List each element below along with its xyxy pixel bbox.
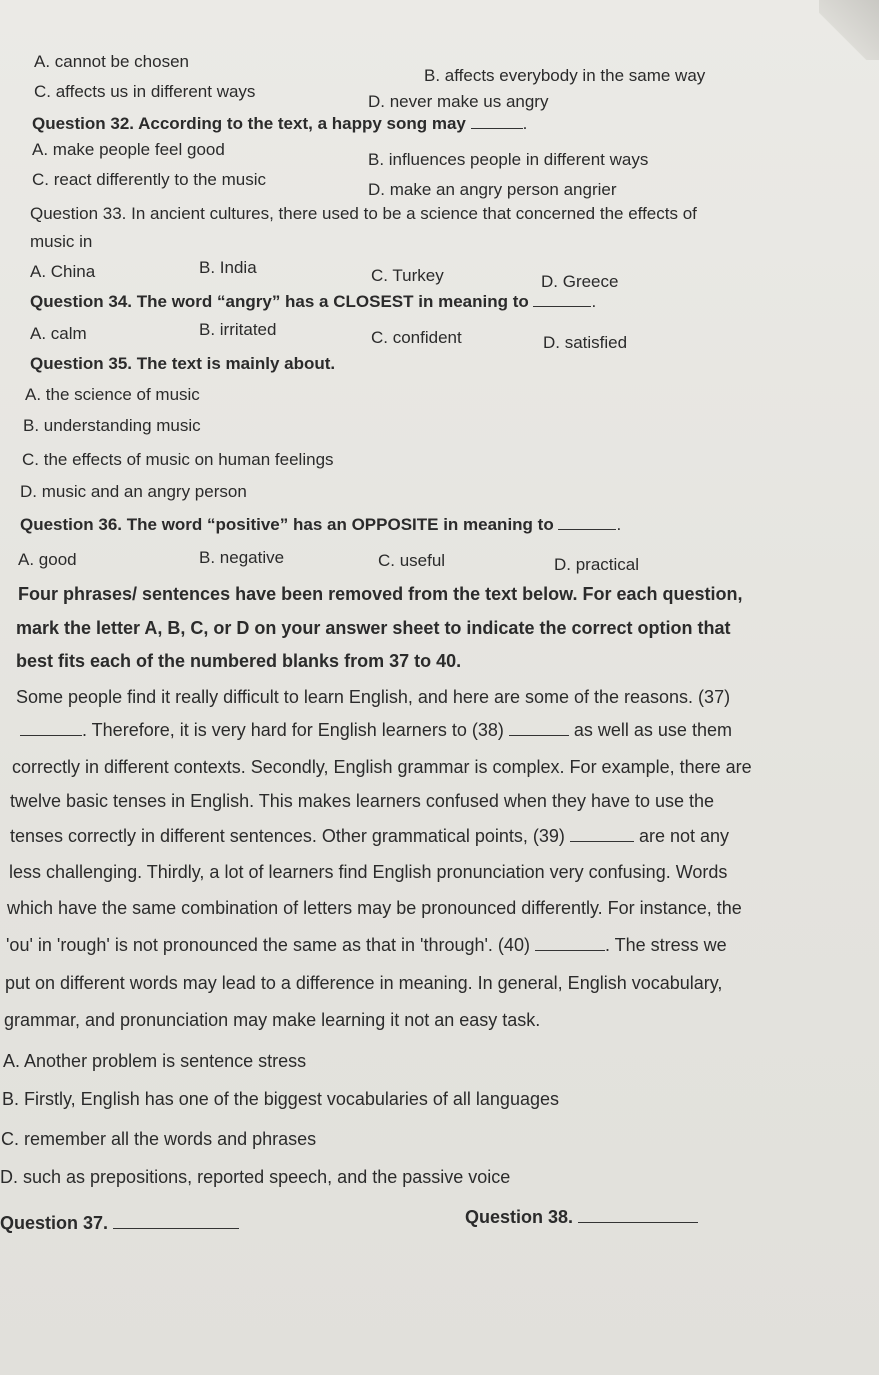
passage-line-1: Some people find it really difficult to learn English, and here are some of the reasons. (37): [16, 687, 731, 707]
passage-line-2: [20, 719, 732, 741]
q31-option-a: A. cannot be chosen: [34, 52, 190, 71]
q36-option-b: B. negative: [199, 548, 285, 567]
blank-39: [570, 829, 634, 842]
q36-blank: [558, 517, 616, 530]
answer-q38-blank: [578, 1210, 698, 1223]
passage-line-9: put on different words may lead to a difference in meaning. In general, English vocabulary,: [5, 973, 723, 993]
q34-stem: [30, 292, 596, 312]
passage-line-8b: . The stress we: [604, 935, 727, 955]
q32-option-b: B. influences people in different ways: [368, 150, 649, 169]
q35-option-c: C. the effects of music on human feelings: [22, 450, 334, 469]
q36-option-d: D. practical: [554, 555, 640, 574]
q34-blank: [533, 294, 591, 307]
q32-option-c: C. react differently to the music: [32, 170, 267, 189]
q36-option-a: A. good: [18, 550, 77, 569]
q31-option-b: B. affects everybody in the same way: [424, 66, 706, 85]
q32-option-a: A. make people feel good: [32, 140, 225, 159]
instructions-line1: Four phrases/ sentences have been removed from the text below. For each question,: [18, 584, 743, 604]
removed-option-a: A. Another problem is sentence stress: [3, 1051, 307, 1071]
passage-line-7: which have the same combination of letters may be pronounced differently. For instance, the: [7, 898, 742, 918]
q34-option-b: B. irritated: [199, 320, 277, 339]
q36-stem-text: Question 36. The word “positive” has an OPPOSITE in meaning to: [20, 515, 554, 534]
q35-option-a: A. the science of music: [25, 385, 200, 404]
q34-stem-text: Question 34. The word “angry” has a CLOSEST in meaning to: [30, 292, 529, 311]
passage-line-8: [6, 934, 727, 956]
removed-option-d: D. such as prepositions, reported speech, and the passive voice: [0, 1167, 511, 1187]
q34-option-d: D. satisfied: [543, 333, 628, 352]
passage-line-10: grammar, and pronunciation may make learning it not an easy task.: [4, 1010, 541, 1030]
q33-stem-line2: music in: [30, 232, 93, 251]
q36-stem: [20, 515, 621, 535]
passage-line-5: [10, 825, 729, 847]
q34-option-a: A. calm: [30, 324, 87, 343]
answer-q37-label: Question 37.: [0, 1213, 109, 1233]
removed-option-c: C. remember all the words and phrases: [1, 1129, 317, 1149]
instructions-line2: mark the letter A, B, C, or D on your answer sheet to indicate the correct option that: [16, 618, 731, 638]
blank-40: [535, 938, 605, 951]
q34-stem-end: .: [591, 292, 597, 311]
q33-option-c: C. Turkey: [371, 266, 444, 285]
q32-stem: [32, 114, 527, 134]
passage-line-8a: 'ou' in 'rough' is not pronounced the same as that in 'through'. (40): [6, 935, 530, 955]
q35-option-d: D. music and an angry person: [20, 482, 247, 501]
blank-37: [20, 723, 82, 736]
answer-q37-blank: [113, 1216, 239, 1229]
q31-option-c: C. affects us in different ways: [34, 82, 256, 101]
passage-line-4: twelve basic tenses in English. This makes learners confused when they have to use the: [10, 791, 715, 811]
instructions-line3: best fits each of the numbered blanks from 37 to 40.: [16, 651, 462, 671]
answer-q38: [465, 1206, 698, 1228]
q33-stem-line1: Question 33. In ancient cultures, there used to be a science that concerned the effects of: [30, 204, 697, 223]
q35-option-b: B. understanding music: [23, 416, 201, 435]
passage-line-5b: are not any: [638, 826, 730, 846]
page-corner-shadow: [819, 0, 879, 60]
passage-line-3: correctly in different contexts. Secondly, English grammar is complex. For example, there are: [12, 757, 752, 777]
passage-line-2a: . Therefore, it is very hard for English learners to (38): [82, 720, 504, 740]
q34-option-c: C. confident: [371, 328, 462, 347]
q33-option-d: D. Greece: [541, 272, 619, 291]
passage-line-5a: tenses correctly in different sentences. Other grammatical points, (39): [10, 826, 565, 846]
q36-stem-end: .: [616, 515, 622, 534]
passage-line-2b: as well as use them: [573, 720, 732, 740]
q32-option-d: D. make an angry person angrier: [368, 180, 617, 199]
answer-q37: [0, 1212, 239, 1234]
q31-option-d: D. never make us angry: [368, 92, 549, 111]
q32-stem-text: Question 32. According to the text, a happy song may: [32, 114, 466, 133]
q35-stem: Question 35. The text is mainly about.: [30, 354, 336, 373]
removed-option-b: B. Firstly, English has one of the biggest vocabularies of all languages: [2, 1089, 559, 1109]
answer-q38-label: Question 38.: [465, 1207, 574, 1227]
q32-stem-end: .: [522, 114, 528, 133]
q33-option-b: B. India: [199, 258, 257, 277]
q36-option-c: C. useful: [378, 551, 446, 570]
blank-38: [509, 723, 569, 736]
q33-option-a: A. China: [30, 262, 96, 281]
q32-blank: [471, 116, 523, 129]
passage-line-6: less challenging. Thirdly, a lot of learners find English pronunciation very confusing. Words: [9, 862, 728, 882]
